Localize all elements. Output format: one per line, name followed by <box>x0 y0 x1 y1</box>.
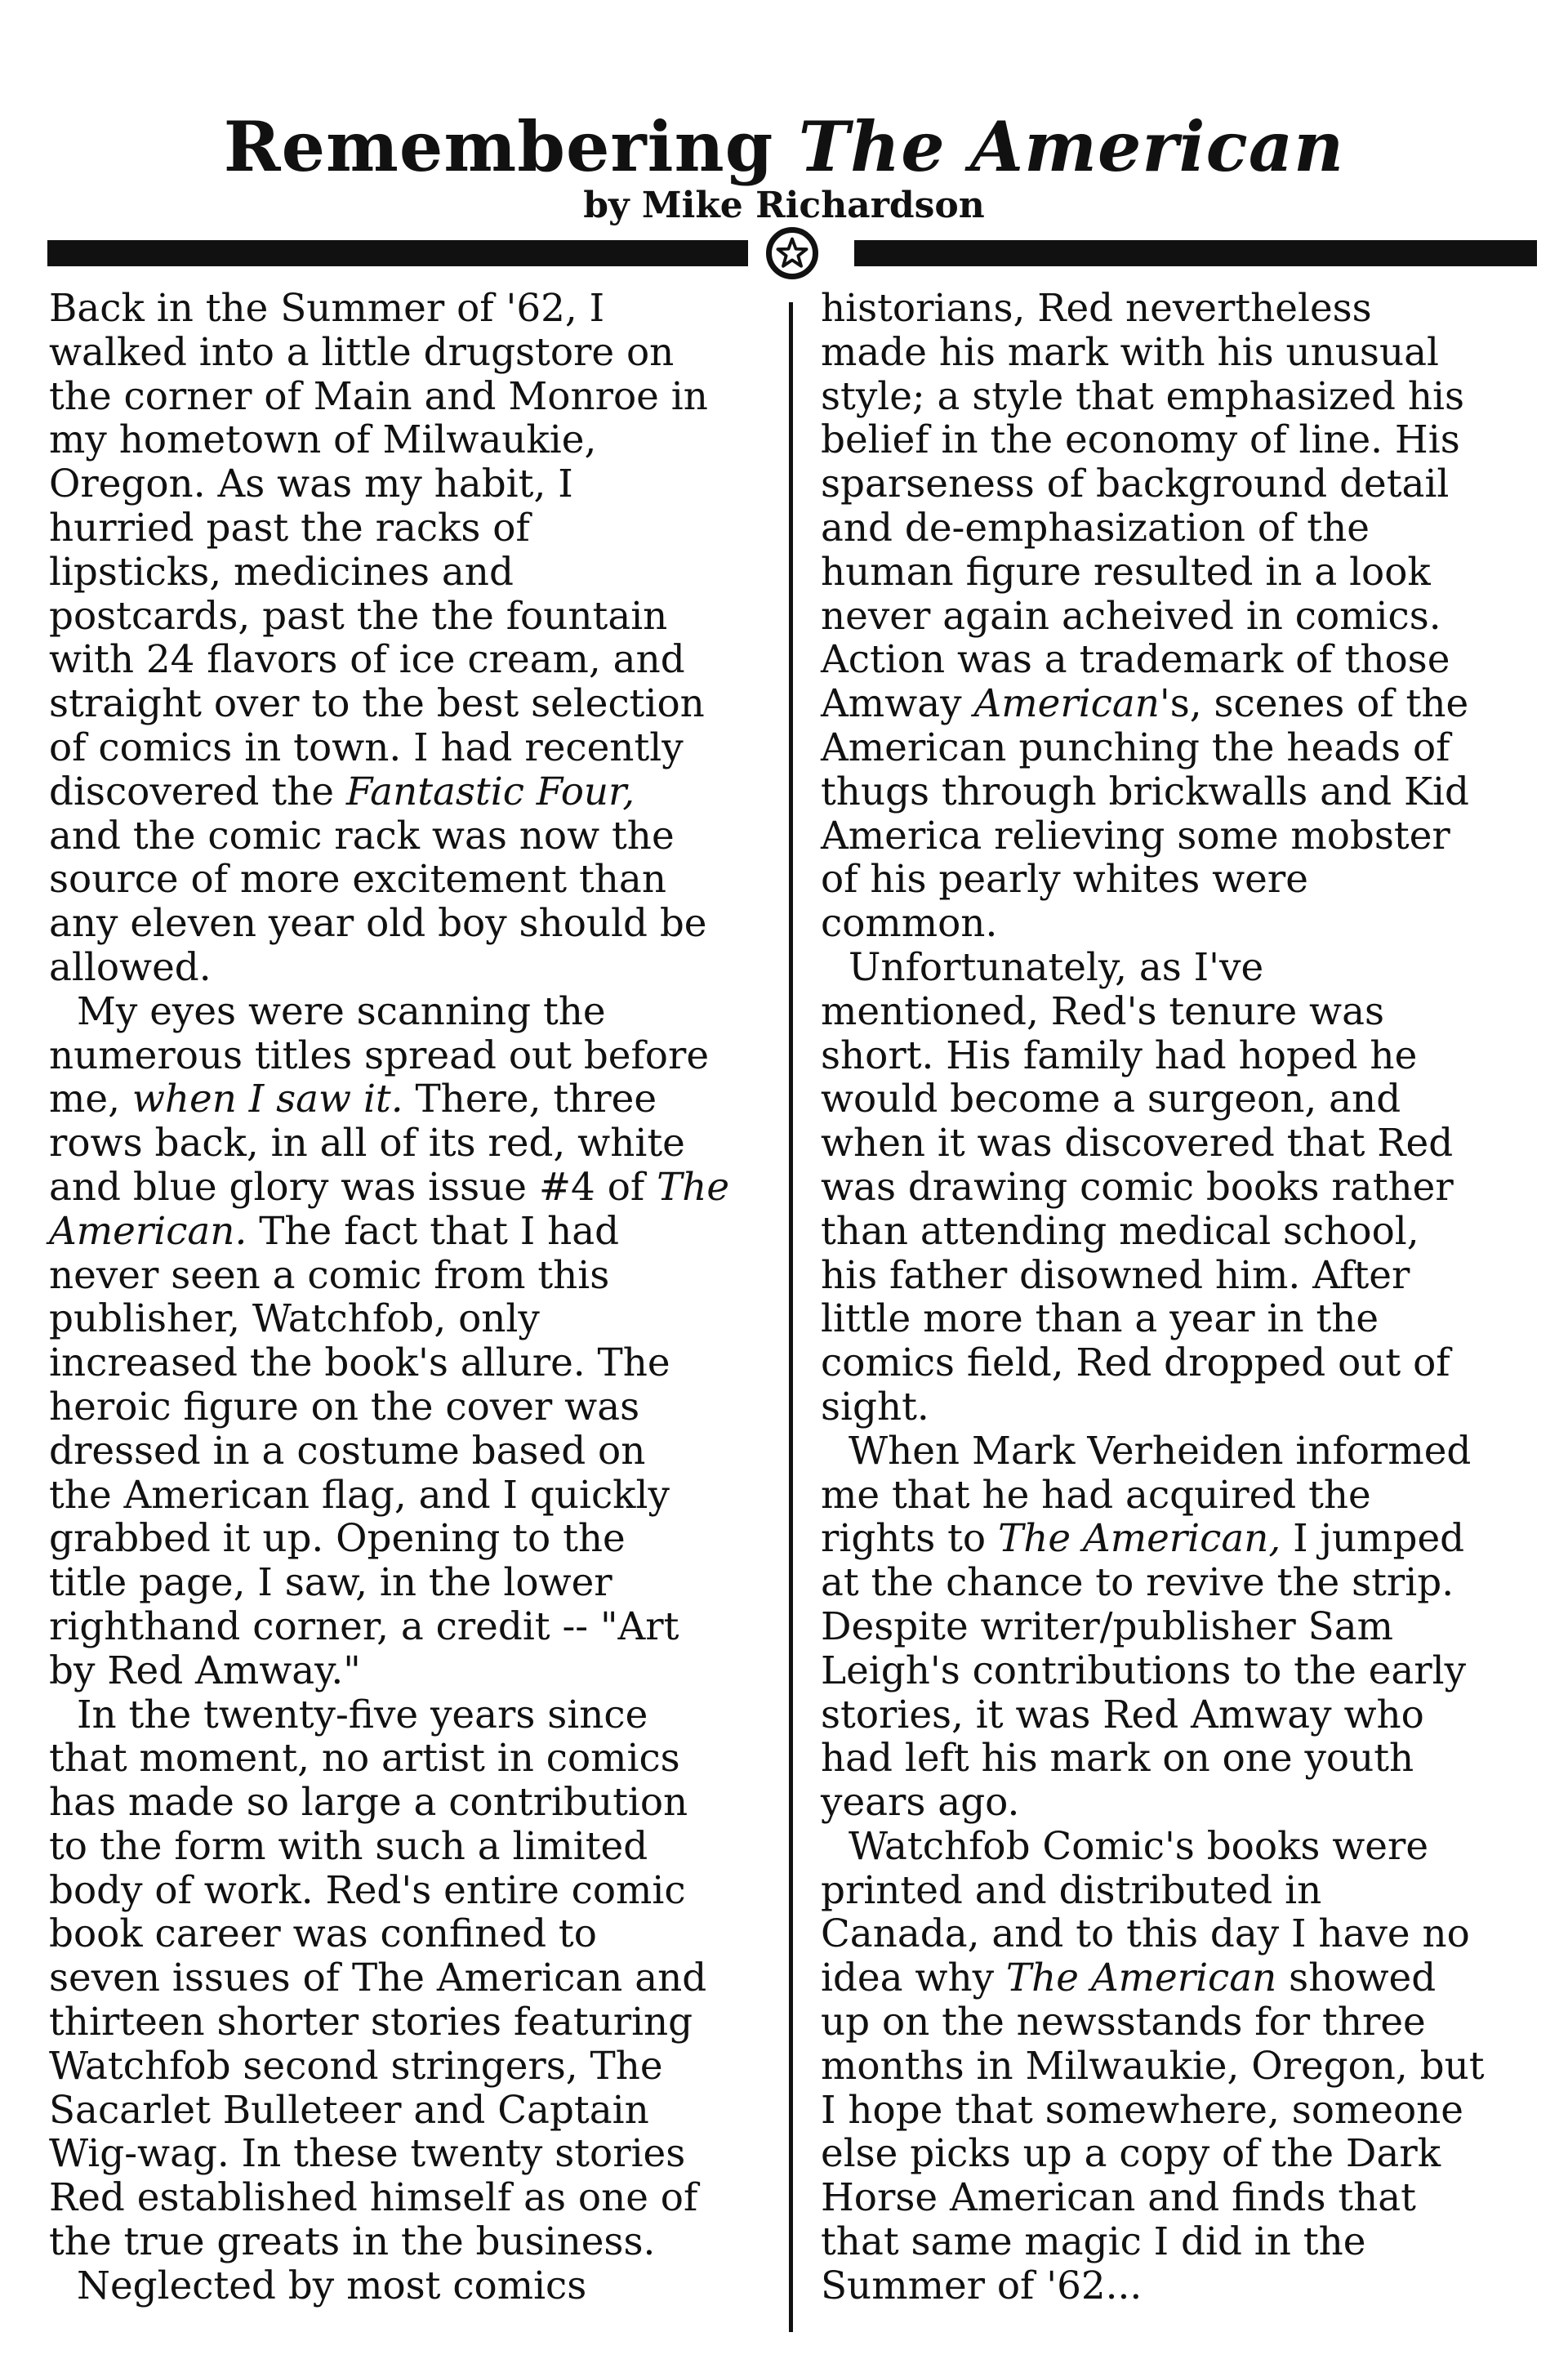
text-line: Canada, and to this day I have no <box>821 1912 1470 1957</box>
text-line: common. <box>821 902 998 947</box>
text-line: months in Milwaukie, Oregon, but <box>821 2044 1485 2089</box>
text-line: at the chance to revive the strip. <box>821 1561 1454 1606</box>
column-divider <box>789 302 793 2332</box>
text-line: thugs through brickwalls and Kid <box>821 769 1469 814</box>
text-line: would become a surgeon, and <box>821 1077 1401 1122</box>
text-line: me, when I saw it. There, three <box>49 1077 657 1122</box>
text-line: printed and distributed in <box>821 1868 1322 1913</box>
title-prefix: Remembering <box>223 106 774 187</box>
text-line: Horse American and finds that <box>821 2176 1416 2221</box>
text-line: Unfortunately, as I've <box>849 945 1264 990</box>
text-line: any eleven year old boy should be <box>49 902 707 947</box>
text-line: rows back, in all of its red, white <box>49 1122 685 1166</box>
text-line: postcards, past the the fountain <box>49 594 668 639</box>
text-line: hurried past the racks of <box>49 506 530 551</box>
text-line: the true greats in the business. <box>49 2220 656 2265</box>
text-line: dressed in a costume based on <box>49 1429 646 1474</box>
text-line: by Red Amway." <box>49 1648 361 1693</box>
left-column <box>49 288 776 2309</box>
right-column <box>821 288 1535 2309</box>
text-line: historians, Red nevertheless <box>821 287 1372 331</box>
text-line: years ago. <box>821 1781 1020 1826</box>
article-title <box>0 106 1568 187</box>
text-line: me that he had acquired the <box>821 1473 1371 1518</box>
text-line: heroic figure on the cover was <box>49 1385 640 1429</box>
text-line: body of work. Red's entire comic <box>49 1868 686 1913</box>
text-line: when it was discovered that Red <box>821 1122 1454 1166</box>
text-line: source of more excitement than <box>49 858 666 903</box>
text-line: Watchfob second stringers, The <box>49 2044 663 2089</box>
text-line: style; a style that emphasized his <box>821 374 1465 419</box>
text-line: Watchfob Comic's books were <box>849 1824 1429 1869</box>
text-line: Wig-wag. In these twenty stories <box>49 2132 686 2177</box>
text-line: sight. <box>821 1385 929 1429</box>
text-line: Red established himself as one of <box>49 2176 698 2221</box>
text-line: else picks up a copy of the Dark <box>821 2132 1441 2177</box>
text-line: short. His family had hoped he <box>821 1033 1418 1078</box>
star-icon <box>766 227 818 279</box>
title-italic: The American <box>798 106 1345 187</box>
text-line: straight over to the best selection <box>49 682 705 727</box>
text-line: Amway American's, scenes of the <box>821 682 1469 727</box>
text-line: title page, I saw, in the lower <box>49 1561 612 1606</box>
text-line: his father disowned him. After <box>821 1253 1410 1298</box>
text-line: rights to The American, I jumped <box>821 1517 1465 1562</box>
text-line: thirteen shorter stories featuring <box>49 2000 693 2045</box>
text-line: and de-emphasization of the <box>821 506 1370 551</box>
divider-bar-right <box>854 240 1537 266</box>
text-line: I hope that somewhere, someone <box>821 2088 1463 2133</box>
text-line: American. The fact that I had <box>49 1209 620 1254</box>
text-line: the corner of Main and Monroe in <box>49 374 708 419</box>
text-line: My eyes were scanning the <box>77 989 606 1034</box>
text-line: righthand corner, a credit -- "Art <box>49 1604 679 1649</box>
text-line: lipsticks, medicines and <box>49 550 514 595</box>
text-line: American punching the heads of <box>821 725 1450 770</box>
text-line: America relieving some mobster <box>821 814 1450 858</box>
text-line: increased the book's allure. The <box>49 1341 670 1386</box>
text-line: up on the newsstands for three <box>821 2000 1426 2045</box>
text-line: my hometown of Milwaukie, <box>49 418 597 463</box>
text-line: little more than a year in the <box>821 1297 1379 1342</box>
text-line: and the comic rack was now the <box>49 814 675 858</box>
text-line: to the form with such a limited <box>49 1824 648 1869</box>
text-line: numerous titles spread out before <box>49 1033 710 1078</box>
text-line: stories, it was Red Amway who <box>821 1692 1424 1737</box>
text-line: allowed. <box>49 945 212 990</box>
text-line: of his pearly whites were <box>821 858 1308 903</box>
text-line: belief in the economy of line. His <box>821 418 1460 463</box>
text-line: than attending medical school, <box>821 1209 1419 1254</box>
text-line: never seen a comic from this <box>49 1253 610 1298</box>
text-line: In the twenty-five years since <box>77 1692 648 1737</box>
text-line: Sacarlet Bulleteer and Captain <box>49 2088 649 2133</box>
text-line: walked into a little drugstore on <box>49 330 675 375</box>
text-line: that moment, no artist in comics <box>49 1737 680 1782</box>
text-line: Back in the Summer of '62, I <box>49 287 605 331</box>
star-icon-shape <box>775 236 809 270</box>
text-line: When Mark Verheiden informed <box>849 1429 1472 1474</box>
text-line: Despite writer/publisher Sam <box>821 1604 1393 1649</box>
text-line: human figure resulted in a look <box>821 550 1431 595</box>
text-line: Leigh's contributions to the early <box>821 1648 1467 1693</box>
text-line: publisher, Watchfob, only <box>49 1297 540 1342</box>
text-line: has made so large a contribution <box>49 1781 688 1826</box>
text-line: comics field, Red dropped out of <box>821 1341 1450 1386</box>
text-line: sparseness of background detail <box>821 462 1450 507</box>
text-line: that same magic I did in the <box>821 2220 1366 2265</box>
text-line: had left his mark on one youth <box>821 1737 1414 1782</box>
byline: by Mike Richardson <box>583 185 985 226</box>
text-line: of comics in town. I had recently <box>49 725 684 770</box>
text-line: the American flag, and I quickly <box>49 1473 670 1518</box>
text-line: idea why The American showed <box>821 1956 1437 2001</box>
text-line: discovered the Fantastic Four, <box>49 769 635 814</box>
text-line: never again acheived in comics. <box>821 594 1441 639</box>
text-line: Oregon. As was my habit, I <box>49 462 573 507</box>
text-line: grabbed it up. Opening to the <box>49 1517 626 1562</box>
text-line: book career was confined to <box>49 1912 597 1957</box>
text-line: Neglected by most comics <box>77 2263 587 2308</box>
text-line: with 24 flavors of ice cream, and <box>49 638 685 683</box>
text-line: Summer of '62... <box>821 2263 1143 2308</box>
text-line: Action was a trademark of those <box>821 638 1450 683</box>
text-line: mentioned, Red's tenure was <box>821 989 1385 1034</box>
divider-bar-left <box>47 240 748 266</box>
text-line: and blue glory was issue #4 of The <box>49 1165 730 1210</box>
text-line: made his mark with his unusual <box>821 330 1439 375</box>
text-line: seven issues of The American and <box>49 1956 707 2001</box>
text-line: was drawing comic books rather <box>821 1165 1454 1210</box>
